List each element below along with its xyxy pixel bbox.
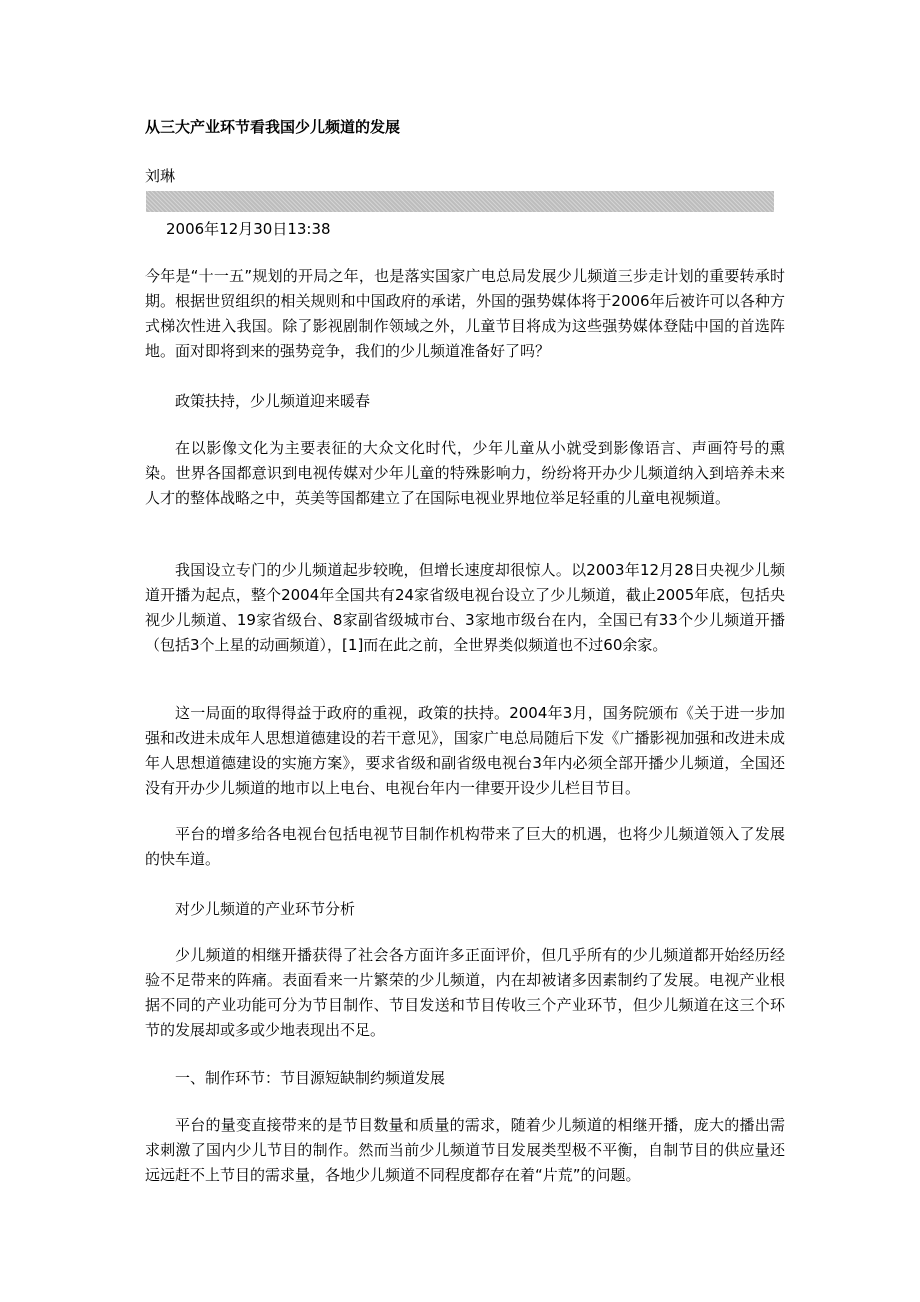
paragraph-policy-2: 我国设立专门的少儿频道起步较晚，但增长速度却很惊人。以2003年12月28日央视少儿频道开播为起点，整个2004年全国共有24家省级电视台设立了少儿频道，截止2005年底，包括央视少儿频道、19家省级台、8家副省级城市台、3家地市级台在内，全国已有33个少儿频道开播（包括3个上星的动画频道），[1]而在此之前，全世界类似频道也不过60余家。 (145, 561, 785, 654)
article-date: 2006年12月30日13:38 (166, 220, 331, 238)
paragraph-policy-3: 这一局面的取得得益于政府的重视，政策的扶持。2004年3月，国务院颁布《关于进一步加强和改进未成年人思想道德建设的若干意见》，国家广电总局随后下发《广播影视加强和改进未成年人思想道德建设的实施方案》，要求省级和副省级电视台3年内必须全部开播少儿频道，全国还没有开办少儿频道的地市以上电台、电视台年内一律要开设少儿栏目节目。 (145, 704, 785, 797)
section-heading-production: 一、制作环节：节目源短缺制约频道发展 (175, 1069, 446, 1087)
paragraph-production: 平台的量变直接带来的是节目数量和质量的需求，随着少儿频道的相继开播，庞大的播出需求刺激了国内少儿节目的制作。然而当前少儿频道节目发展类型极不平衡，自制节目的供应量还远远赶不上节目的需求量，各地少儿频道不同程度都存在着“片荒”的问题。 (145, 1116, 785, 1184)
paragraph-policy-4: 平台的增多给各电视台包括电视节目制作机构带来了巨大的机遇，也将少儿频道领入了发展的快车道。 (145, 825, 785, 868)
section-heading-analysis: 对少儿频道的产业环节分析 (175, 900, 356, 918)
header-divider-bar (146, 191, 774, 212)
article-author: 刘琳 (145, 167, 176, 185)
article-title: 从三大产业环节看我国少儿频道的发展 (145, 118, 401, 136)
paragraph-intro: 今年是“十一五”规划的开局之年，也是落实国家广电总局发展少儿频道三步走计划的重要转承时期。根据世贸组织的相关规则和中国政府的承诺，外国的强势媒体将于2006年后被许可以各种方式梯次性进入我国。除了影视剧制作领域之外，儿童节目将成为这些强势媒体登陆中国的首选阵地。面对即将到来的强势竞争，我们的少儿频道准备好了吗？ (145, 267, 785, 360)
section-heading-policy: 政策扶持，少儿频道迎来暖春 (175, 392, 371, 410)
paragraph-policy-1: 在以影像文化为主要表征的大众文化时代，少年儿童从小就受到影像语言、声画符号的熏染。世界各国都意识到电视传媒对少年儿童的特殊影响力，纷纷将开办少儿频道纳入到培养未来人才的整体战略之中，英美等国都建立了在国际电视业界地位举足轻重的儿童电视频道。 (145, 439, 785, 507)
paragraph-analysis: 少儿频道的相继开播获得了社会各方面许多正面评价，但几乎所有的少儿频道都开始经历经验不足带来的阵痛。表面看来一片繁荣的少儿频道，内在却被诸多因素制约了发展。电视产业根据不同的产业功能可分为节目制作、节目发送和节目传收三个产业环节，但少儿频道在这三个环节的发展却或多或少地表现出不足。 (145, 946, 785, 1039)
